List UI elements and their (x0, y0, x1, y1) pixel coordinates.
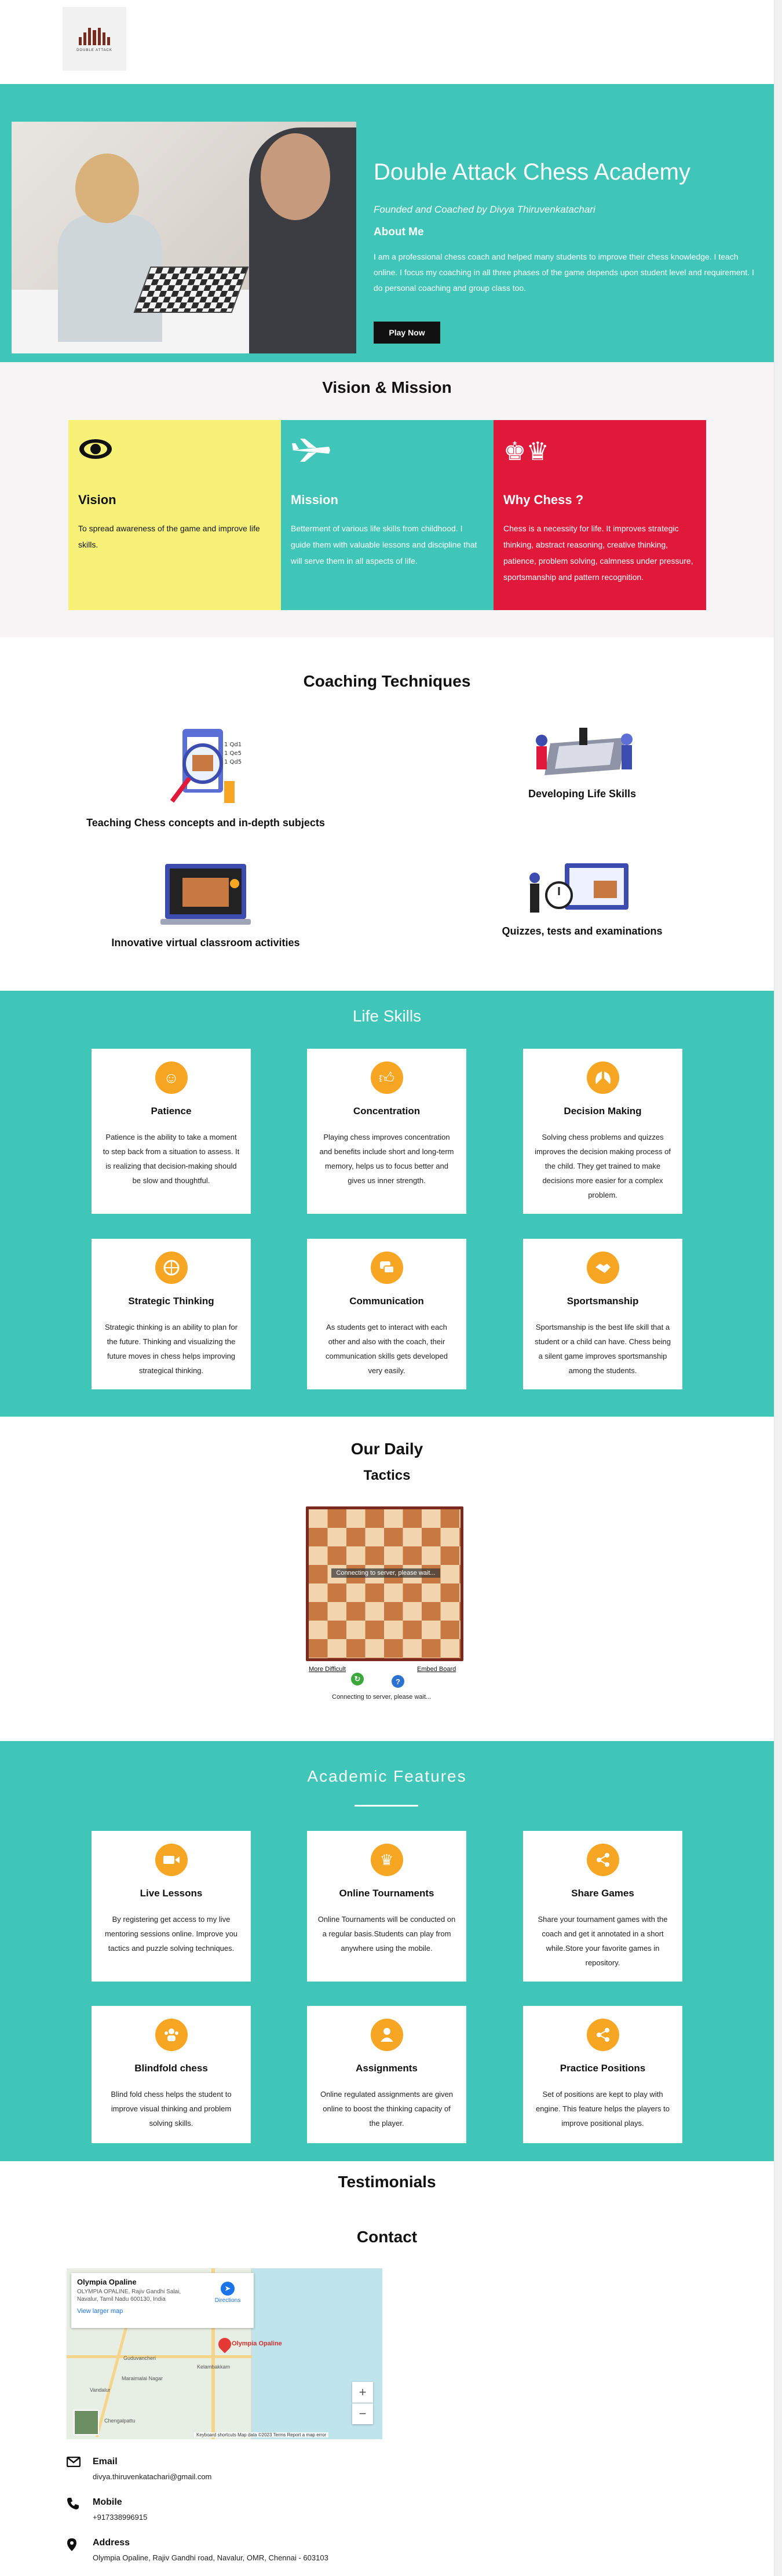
map-place-card (71, 2273, 254, 2328)
feature-text: By registering get access to my live mentoring sessions online. Improve you tactics and puzzle solving techniques. (104, 1915, 238, 1953)
skill-name: Strategic Thinking (128, 1296, 214, 1307)
contact-section (0, 2225, 774, 2576)
coaching-label: Developing Life Skills (528, 788, 637, 800)
feature-card-practice-positions (523, 2006, 682, 2143)
contact-mobile (67, 2497, 414, 2526)
skill-card-strategic-thinking (92, 1239, 251, 1389)
about-text: I am a professional chess coach and helped many students to improve their chess knowledge. I teach online. I focus my coaching in all three phases of the game depends upon student level and requirement. I do personal coaching and group class too. (374, 252, 754, 293)
chess-pieces-icon: ♚♛ (503, 437, 549, 466)
daily-tactics-section (0, 1417, 774, 1741)
academic-features-section (0, 1741, 774, 2161)
skill-text: Strategic thinking is an ability to plan for the future. Thinking and visualizing the future moves in chess helps improving strategical thinking. (104, 1323, 238, 1375)
feature-name: Share Games (571, 1888, 634, 1899)
location-map[interactable] (67, 2268, 382, 2439)
share-icon (587, 1844, 619, 1876)
feature-card-live-lessons (92, 1831, 251, 1982)
life-skills-title: Life Skills (352, 1007, 422, 1025)
coaching-section-title: Coaching Techniques (303, 672, 471, 690)
feature-name: Practice Positions (560, 2063, 646, 2074)
help-icon[interactable]: ? (392, 1675, 404, 1688)
skill-name: Concentration (353, 1105, 421, 1116)
coaching-label: Innovative virtual classroom activities (111, 937, 300, 948)
daily-title: Our Daily (350, 1440, 423, 1458)
map-place-address: OLYMPIA OPALINE, Rajiv Gandhi Salai, Navalur, Tamil Nadu 600130, India (77, 2289, 181, 2303)
feature-card-assignments (307, 2006, 466, 2143)
vision-heading: Vision (78, 492, 116, 507)
map-place-label: Chengalpattu (104, 2418, 136, 2424)
mail-icon (67, 2457, 81, 2471)
mission-text: Betterment of various life skills from childhood. I guide them with valuable lessons and discipline that will serve them in all aspects of life. (291, 524, 477, 565)
contact-label: Email (93, 2457, 118, 2466)
feature-name: Blindfold chess (134, 2063, 208, 2074)
skill-text: As students get to interact with each other and also with the coach, their communication skills gets developed very easily. (326, 1323, 448, 1375)
feature-card-share-games (523, 1831, 682, 1982)
feature-text: Online Tournaments will be conducted on a regular basis.Students can play from anywhere using the mobile. (317, 1915, 456, 1953)
view-larger-map-link[interactable]: View larger map (77, 2308, 123, 2315)
user-group-icon (155, 2019, 188, 2051)
feature-text: Share your tournament games with the coach and get it annotated in a short while.Store your favorite games in repository. (538, 1915, 668, 1967)
map-layer-thumbnail[interactable] (74, 2410, 99, 2435)
thumbs-up-icon: 👍︎ (371, 1061, 403, 1094)
eye-icon (78, 437, 113, 466)
skill-card-patience (92, 1049, 251, 1214)
contact-title: Contact (356, 2228, 418, 2246)
magnifier-board-icon (159, 723, 252, 810)
about-heading: About Me (374, 226, 424, 238)
life-skills-section (0, 991, 774, 1417)
address-value: Olympia Opaline, Rajiv Gandhi road, Navalur, OMR, Chennai - 603103 (93, 2553, 328, 2562)
skill-card-concentration (307, 1049, 466, 1214)
vision-section-title: Vision & Mission (322, 378, 452, 396)
feature-name: Online Tournaments (339, 1888, 434, 1899)
person-icon (371, 2019, 403, 2051)
skill-text: Sportsmanship is the best life skill that a student or a child can have. Chess being a silent game improves sportsmanship among the students. (535, 1323, 671, 1375)
coaching-label: Teaching Chess concepts and in-depth subjects (86, 817, 325, 829)
why-chess-text: Chess is a necessity for life. It improves strategic thinking, abstract reasoning, creative thinking, patience, problem solving, calmness under pressure, sportsmanship and pattern recognition. (503, 524, 693, 582)
contact-email (67, 2457, 414, 2486)
feature-text: Set of positions are kept to play with engine. This feature helps the players to improve positional plays. (535, 2090, 670, 2128)
title-underline (355, 1805, 418, 1807)
logo-text: DOUBLE ATTACK (76, 49, 112, 52)
coaching-item-life-skills (452, 723, 712, 800)
play-now-button[interactable]: Play Now (374, 322, 440, 344)
vision-card (68, 420, 281, 610)
mobile-value[interactable]: +917338996915 (93, 2513, 148, 2522)
testimonials-title: Testimonials (338, 2173, 436, 2191)
feature-card-online-tournaments (307, 1831, 466, 1982)
location-pin-icon (67, 2538, 81, 2552)
skill-text: Playing chess improves concentration and benefits include short and long-term memory, helps us to focus better and gives us inner strength. (319, 1133, 454, 1185)
mission-card (281, 420, 494, 610)
coaching-label: Quizzes, tests and examinations (502, 925, 663, 937)
map-pin-label: Olympia Opaline (232, 2340, 282, 2347)
mission-heading: Mission (291, 492, 338, 507)
feature-name: Live Lessons (140, 1888, 203, 1899)
directions-icon: ➤ (221, 2282, 235, 2296)
feature-text: Online regulated assignments are given online to boost the thinking capacity of the player. (320, 2090, 454, 2128)
why-chess-card (494, 420, 706, 610)
share-icon (587, 2019, 619, 2051)
feature-name: Assignments (356, 2063, 418, 2074)
contact-address (67, 2538, 530, 2567)
skill-text: Solving chess problems and quizzes improves the decision making process of the child. They get trained to make decisions more easier for a complex problem. (535, 1133, 671, 1199)
feature-text: Blind fold chess helps the student to improve visual thinking and problem solving skills. (111, 2090, 232, 2128)
map-place-label: Maraimalai Nagar (122, 2376, 163, 2381)
quiz-clock-icon (524, 860, 640, 918)
zoom-in-button[interactable]: + (352, 2382, 373, 2403)
academy-logo[interactable] (63, 7, 126, 71)
testimonials-section (0, 2161, 774, 2225)
vision-mission-section (0, 362, 774, 637)
basketball-icon (155, 1251, 188, 1284)
skill-name: Patience (151, 1105, 192, 1116)
vision-text: To spread awareness of the game and improve life skills. (78, 524, 260, 549)
contact-label: Address (93, 2538, 130, 2548)
zoom-out-button[interactable]: − (352, 2403, 373, 2424)
laptop-classroom-icon (159, 860, 252, 930)
features-title: Academic Features (307, 1767, 467, 1785)
coaching-item-quizzes (452, 860, 712, 937)
refresh-icon[interactable]: ↻ (351, 1673, 364, 1685)
chess-team-icon (527, 723, 637, 781)
plane-icon (291, 437, 326, 466)
email-value[interactable]: divya.thiruvenkatachari@gmail.com (93, 2472, 212, 2481)
directions-button[interactable] (207, 2282, 248, 2304)
chess-logo-icon (79, 25, 110, 45)
board-loading-message: Connecting to server, please wait... (331, 1568, 440, 1578)
crown-icon: ♛ (371, 1844, 403, 1876)
svg-text:1 Qe5: 1 Qe5 (224, 750, 242, 757)
map-footer: Keyboard shortcuts Map data ©2023 Terms Report a map error (194, 2432, 328, 2438)
skill-name: Decision Making (564, 1105, 642, 1116)
connection-status: Connecting to server, please wait... (332, 1694, 432, 1701)
coaching-item-concepts (75, 723, 336, 829)
hero-section (0, 84, 774, 362)
daily-subtitle: Tactics (363, 1468, 411, 1483)
lungs-icon (587, 1061, 619, 1094)
video-icon (155, 1844, 188, 1876)
site-header (0, 0, 774, 84)
tactics-chess-board[interactable] (306, 1506, 463, 1661)
page-scrollbar[interactable] (774, 0, 782, 2576)
skill-name: Communication (349, 1296, 424, 1307)
hero-image (12, 122, 356, 353)
more-difficult-link[interactable]: More Difficult (309, 1666, 346, 1673)
coaching-section (0, 637, 774, 991)
map-place-label: Kelambakkam (197, 2364, 231, 2370)
skill-card-decision-making (523, 1049, 682, 1214)
skill-text: Patience is the ability to take a moment to step back from a situation to assess. It is realizing that decision-making should be slow and thoughtful. (103, 1133, 240, 1185)
coaching-item-virtual (75, 860, 336, 949)
map-place-label: Vandalur (90, 2387, 111, 2393)
smile-icon: ☺ (155, 1061, 188, 1094)
directions-label: Directions (214, 2297, 241, 2304)
map-place-label: Guduvancheri (123, 2355, 156, 2361)
handshake-icon (587, 1251, 619, 1284)
feature-card-blindfold-chess (92, 2006, 251, 2143)
hero-title: Double Attack Chess Academy (374, 159, 690, 185)
map-place-name: Olympia Opaline (77, 2278, 137, 2286)
contact-label: Mobile (93, 2497, 122, 2507)
svg-text:1 Qd1: 1 Qd1 (224, 742, 242, 748)
skill-card-sportsmanship (523, 1239, 682, 1389)
skill-name: Sportsmanship (567, 1296, 639, 1307)
phone-icon (67, 2497, 81, 2511)
why-chess-heading: Why Chess ? (503, 492, 584, 507)
skill-card-communication (307, 1239, 466, 1389)
hero-subtitle: Founded and Coached by Divya Thiruvenkatachari (374, 204, 595, 215)
embed-board-link[interactable]: Embed Board (417, 1666, 456, 1673)
svg-text:1 Qd5: 1 Qd5 (224, 759, 242, 765)
chat-icon (371, 1251, 403, 1284)
